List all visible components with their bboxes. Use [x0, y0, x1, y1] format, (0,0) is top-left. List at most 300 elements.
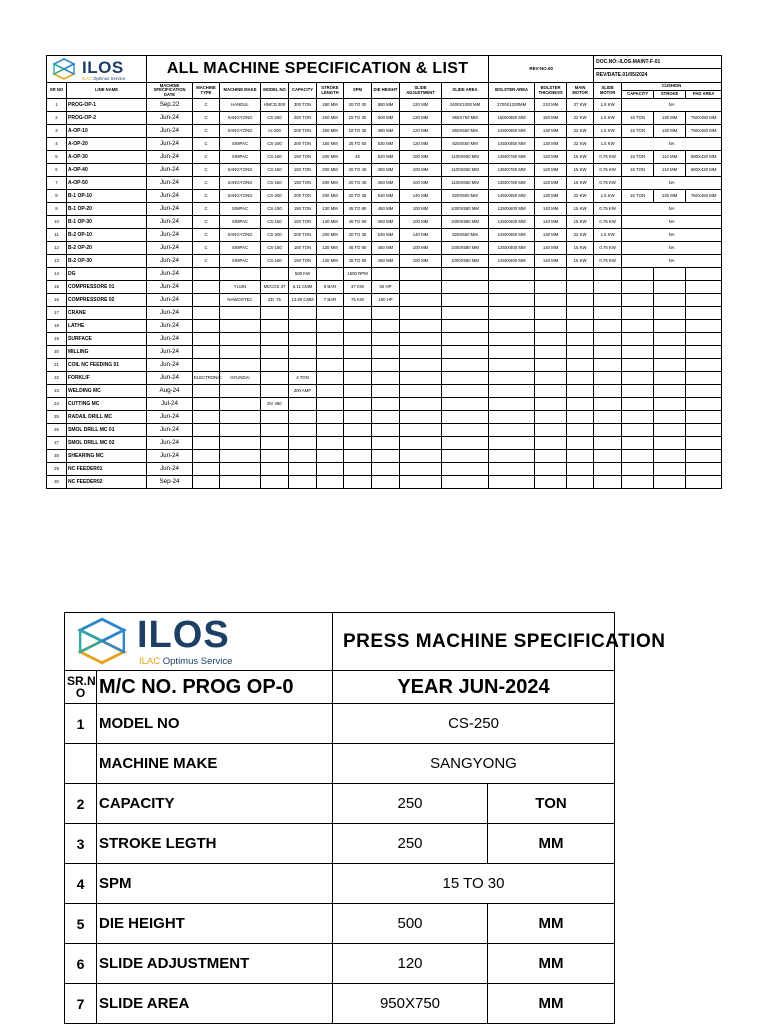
- table-cell: Jun-24: [147, 320, 193, 333]
- table-cell: [193, 424, 220, 437]
- table-cell: Jun-24: [147, 372, 193, 385]
- table-cell: 500 MM: [372, 112, 400, 125]
- table-cell: CS-150: [261, 203, 289, 216]
- table-cell: 0.75 KW: [594, 216, 622, 229]
- col-header: CAPACITY: [622, 91, 654, 99]
- table-cell: 7: [47, 177, 67, 190]
- table-cell: A-OP-40: [67, 164, 147, 177]
- table-cell: [489, 450, 535, 463]
- table-cell: 1250X600 MM: [489, 242, 535, 255]
- table-cell: 120 MM: [400, 138, 442, 151]
- table-cell: MILLING: [67, 346, 147, 359]
- table-cell: [372, 320, 400, 333]
- table-cell: 100 MM: [400, 255, 442, 268]
- table-cell: [654, 333, 686, 346]
- spec-row: [65, 944, 615, 984]
- table-cell: [594, 411, 622, 424]
- table-cell: [567, 268, 594, 281]
- table-cell: 19: [47, 333, 67, 346]
- table-cell: 3: [47, 125, 67, 138]
- table-cell: 200 TON: [289, 190, 317, 203]
- table-cell: [261, 476, 289, 489]
- table-cell: 110 MM: [654, 151, 686, 164]
- table-cell: 15 TON: [622, 164, 654, 177]
- table-cell: NA: [622, 203, 722, 216]
- table-cell: [317, 307, 344, 320]
- table-cell: [535, 476, 567, 489]
- table-cell: 150 MM: [317, 138, 344, 151]
- table-row: [47, 203, 722, 216]
- table-cell: A-OP-50: [67, 177, 147, 190]
- table-cell: [622, 281, 654, 294]
- col-header: MACHINE MAKE: [220, 83, 261, 99]
- table-cell: [317, 346, 344, 359]
- table-row: [47, 424, 722, 437]
- table-cell: [317, 450, 344, 463]
- table-cell: [535, 320, 567, 333]
- table-row: [47, 476, 722, 489]
- table-cell: [193, 411, 220, 424]
- table-cell: [261, 463, 289, 476]
- table-cell: [442, 307, 489, 320]
- table-cell: [261, 333, 289, 346]
- table-cell: Jun-24: [147, 411, 193, 424]
- table-cell: NA: [622, 177, 722, 190]
- table-cell: [489, 268, 535, 281]
- table-cell: 15 KW: [567, 164, 594, 177]
- table-cell: [220, 398, 261, 411]
- table-cell: 1.8 KW: [594, 99, 622, 112]
- table-row: [47, 346, 722, 359]
- table-cell: 15 TO 30: [344, 112, 372, 125]
- table-cell: [220, 320, 261, 333]
- table-cell: [193, 398, 220, 411]
- table-cell: [344, 463, 372, 476]
- table-cell: C: [193, 242, 220, 255]
- table-cell: [317, 398, 344, 411]
- table-cell: [654, 346, 686, 359]
- spec-value: 500: [333, 904, 488, 944]
- spec-number: 1: [65, 704, 97, 744]
- table-cell: 100 MM: [400, 203, 442, 216]
- table-cell: [442, 268, 489, 281]
- table-cell: [535, 437, 567, 450]
- table-cell: 20 TO 35: [344, 229, 372, 242]
- table-cell: [594, 437, 622, 450]
- card-title: PRESS MACHINE SPECIFICATION: [333, 613, 615, 671]
- table-cell: YUJIN: [220, 281, 261, 294]
- table-cell: [489, 476, 535, 489]
- table-cell: [535, 268, 567, 281]
- table-cell: SMOL DRILL MC 01: [67, 424, 147, 437]
- table-cell: 22 KW: [567, 125, 594, 138]
- table-cell: 15 KW: [567, 216, 594, 229]
- table-cell: C: [193, 112, 220, 125]
- spec-row: [65, 864, 615, 904]
- table-cell: C: [193, 190, 220, 203]
- table-cell: HYUNDAI: [220, 372, 261, 385]
- table-cell: 45 TO 90: [344, 255, 372, 268]
- col-header: MAIN MOTOR: [567, 83, 594, 99]
- table-cell: [344, 346, 372, 359]
- table-cell: ZD .75: [261, 294, 289, 307]
- table-cell: PROG-OP-1: [67, 99, 147, 112]
- table-cell: COMPRESSORE 01: [67, 281, 147, 294]
- table-cell: [654, 398, 686, 411]
- table-cell: 820X650 MM: [442, 138, 489, 151]
- table-cell: 29: [47, 463, 67, 476]
- table-cell: 1500 RPM: [344, 268, 372, 281]
- table-cell: 150 TON: [289, 164, 317, 177]
- table-cell: [567, 476, 594, 489]
- table-cell: [400, 294, 442, 307]
- spec-label: STROKE LEGTH: [97, 824, 333, 864]
- table-cell: 140 MM: [535, 216, 567, 229]
- table-cell: SMOL DRILL MC 02: [67, 437, 147, 450]
- table-cell: Jun-24: [147, 177, 193, 190]
- table-cell: Jun-24: [147, 216, 193, 229]
- table-cell: SIMPAC: [220, 216, 261, 229]
- table-cell: [654, 372, 686, 385]
- table-row: [47, 255, 722, 268]
- table-cell: 16: [47, 294, 67, 307]
- table-cell: 2400X1000 MM: [442, 99, 489, 112]
- table-cell: [220, 476, 261, 489]
- spec-label: SLIDE AREA: [97, 984, 333, 1024]
- table-cell: 760X460 MM: [686, 125, 722, 138]
- table-cell: 200 MM: [317, 229, 344, 242]
- table-cell: Jun-24: [147, 463, 193, 476]
- table-cell: [372, 307, 400, 320]
- table-cell: 120 MM: [535, 177, 567, 190]
- table-cell: [372, 398, 400, 411]
- year-label: YEAR JUN-2024: [333, 671, 615, 704]
- table-row: [47, 177, 722, 190]
- table-cell: 15 TON: [622, 112, 654, 125]
- table-cell: [686, 437, 722, 450]
- spec-unit: TON: [488, 784, 615, 824]
- table-cell: [317, 424, 344, 437]
- ilos-logo-icon: [51, 58, 77, 80]
- table-cell: 25: [47, 411, 67, 424]
- table-cell: [489, 398, 535, 411]
- table-row: [47, 385, 722, 398]
- table-cell: 1100X650 MM: [442, 177, 489, 190]
- table-cell: Jun-24: [147, 229, 193, 242]
- table-cell: 680X420 MM: [686, 151, 722, 164]
- table-cell: [220, 424, 261, 437]
- table-cell: [567, 450, 594, 463]
- table-cell: SIMPAC: [220, 255, 261, 268]
- table-cell: A-OP-30: [67, 151, 147, 164]
- table-cell: 4 TON: [289, 372, 317, 385]
- table-cell: 850X650 MM: [442, 125, 489, 138]
- col-header: SLIDE AREA: [442, 83, 489, 99]
- table-cell: [289, 411, 317, 424]
- table-row: [47, 281, 722, 294]
- table-cell: 37 KW: [567, 99, 594, 112]
- table-cell: [622, 463, 654, 476]
- table-cell: 13: [47, 255, 67, 268]
- table-cell: C: [193, 151, 220, 164]
- table-cell: 150 TON: [289, 255, 317, 268]
- table-cell: [535, 333, 567, 346]
- table-cell: 1.5 KW: [594, 138, 622, 151]
- table-cell: 100 MM: [400, 242, 442, 255]
- table-row: [47, 359, 722, 372]
- table-cell: Jun-24: [147, 294, 193, 307]
- table-cell: Jun-24: [147, 203, 193, 216]
- table-cell: CS-150: [261, 151, 289, 164]
- table-cell: CUTTING MC: [67, 398, 147, 411]
- table-cell: [261, 320, 289, 333]
- table-row: [47, 320, 722, 333]
- table-cell: C: [193, 164, 220, 177]
- table-cell: 200 MM: [317, 177, 344, 190]
- table-cell: [317, 476, 344, 489]
- table-cell: [344, 372, 372, 385]
- table-cell: SIMPAC: [220, 138, 261, 151]
- table-cell: [289, 346, 317, 359]
- table-cell: 100 MM: [400, 164, 442, 177]
- card-header-row: [65, 613, 615, 671]
- table-row: [47, 229, 722, 242]
- table-cell: [567, 346, 594, 359]
- table-cell: 530 MM: [372, 229, 400, 242]
- table-cell: 28: [47, 450, 67, 463]
- table-cell: 150 TON: [289, 177, 317, 190]
- card-logo: [65, 613, 333, 671]
- table-cell: [261, 372, 289, 385]
- table-cell: NC FEEDER01: [67, 463, 147, 476]
- table-cell: Jul-24: [147, 398, 193, 411]
- table-cell: [442, 294, 489, 307]
- table-cell: 13.80 CMM: [289, 294, 317, 307]
- table-cell: 450 MM: [372, 255, 400, 268]
- table-cell: [400, 333, 442, 346]
- table-cell: 130 MM: [317, 255, 344, 268]
- table-cell: 120 MM: [400, 125, 442, 138]
- table-cell: Jun-24: [147, 359, 193, 372]
- table-cell: Jun-24: [147, 437, 193, 450]
- table-cell: [535, 294, 567, 307]
- table-cell: [654, 268, 686, 281]
- table-row: [47, 294, 722, 307]
- table-cell: [594, 424, 622, 437]
- table-cell: MECOS 37: [261, 281, 289, 294]
- table-cell: [654, 359, 686, 372]
- table-cell: Jun-24: [147, 281, 193, 294]
- table-cell: [622, 398, 654, 411]
- table-cell: [261, 268, 289, 281]
- press-spec-table: [64, 612, 666, 1024]
- table-cell: FORKLIF: [67, 372, 147, 385]
- spec-number: 7: [65, 984, 97, 1024]
- table-cell: CS-200: [261, 138, 289, 151]
- table-cell: 15 KW: [567, 177, 594, 190]
- table-cell: 150 TON: [289, 151, 317, 164]
- spec-unit: MM: [488, 984, 615, 1024]
- table-row: [47, 242, 722, 255]
- table-cell: [344, 450, 372, 463]
- table-cell: [344, 307, 372, 320]
- table-cell: 2: [47, 112, 67, 125]
- table-cell: [535, 346, 567, 359]
- brand-name: ILOS: [137, 614, 230, 656]
- table-cell: 1600X850 MM: [489, 112, 535, 125]
- table-cell: [400, 424, 442, 437]
- table-cell: NA: [622, 138, 722, 151]
- table-cell: [535, 411, 567, 424]
- table-cell: [193, 268, 220, 281]
- table-row: [47, 437, 722, 450]
- table-cell: 280 MM: [317, 99, 344, 112]
- table-cell: 1450X850 MM: [489, 125, 535, 138]
- table-cell: [594, 398, 622, 411]
- table-cell: [400, 307, 442, 320]
- table-cell: 1.5 KW: [594, 229, 622, 242]
- table-cell: [400, 398, 442, 411]
- table-cell: 1350X760 MM: [489, 164, 535, 177]
- table-cell: 1350X760 MM: [489, 177, 535, 190]
- table-cell: [535, 281, 567, 294]
- table-cell: [344, 333, 372, 346]
- mc-number: M/C NO. PROG OP-0: [97, 671, 333, 704]
- table-cell: [594, 476, 622, 489]
- table-cell: 45: [344, 151, 372, 164]
- table-cell: 140 MM: [400, 229, 442, 242]
- table-cell: 200 TON: [289, 138, 317, 151]
- table-cell: Jun-24: [147, 268, 193, 281]
- table-cell: [317, 359, 344, 372]
- table-cell: [489, 346, 535, 359]
- table-cell: COIL NC FEEDING 01: [67, 359, 147, 372]
- table-cell: Jun-24: [147, 190, 193, 203]
- table-cell: [654, 385, 686, 398]
- table-cell: 130 MM: [535, 125, 567, 138]
- col-header: CAPACITY: [289, 83, 317, 99]
- table-cell: 15 KW: [567, 203, 594, 216]
- spec-label: SPM: [97, 864, 333, 904]
- table-cell: [317, 268, 344, 281]
- table-cell: Jun-24: [147, 138, 193, 151]
- col-header: MODEL NO: [261, 83, 289, 99]
- table-cell: [193, 437, 220, 450]
- table-cell: 21: [47, 359, 67, 372]
- table-cell: [289, 424, 317, 437]
- table-cell: [400, 372, 442, 385]
- table-cell: [261, 437, 289, 450]
- table-cell: CS-200: [261, 190, 289, 203]
- table-cell: 130 MM: [654, 125, 686, 138]
- spec-row: [65, 744, 615, 784]
- table-cell: [686, 411, 722, 424]
- sheet-logo: [47, 56, 147, 83]
- table-cell: [289, 359, 317, 372]
- table-cell: [344, 398, 372, 411]
- table-cell: [535, 385, 567, 398]
- table-cell: [594, 294, 622, 307]
- table-cell: [489, 424, 535, 437]
- table-cell: SIMPAC: [220, 203, 261, 216]
- spec-number: 6: [65, 944, 97, 984]
- table-cell: [622, 320, 654, 333]
- table-cell: 760X460 MM: [686, 190, 722, 203]
- spec-value: 950X750: [333, 984, 488, 1024]
- spec-row: [65, 784, 615, 824]
- table-cell: [442, 398, 489, 411]
- srno-label: SR.N O: [65, 671, 97, 704]
- table-cell: B-1 OP-20: [67, 203, 147, 216]
- table-cell: CS-200: [261, 229, 289, 242]
- table-cell: RADAIL DRILL MC: [67, 411, 147, 424]
- table-cell: 0.75 KW: [594, 151, 622, 164]
- table-cell: 250 TON: [289, 112, 317, 125]
- table-cell: [442, 359, 489, 372]
- table-cell: DV 450: [261, 398, 289, 411]
- table-cell: 1250X600 MM: [489, 203, 535, 216]
- table-cell: B-1 OP-10: [67, 190, 147, 203]
- table-cell: 130 MM: [317, 242, 344, 255]
- table-cell: [372, 476, 400, 489]
- table-cell: [654, 450, 686, 463]
- table-row: [47, 307, 722, 320]
- table-cell: 6: [47, 164, 67, 177]
- table-cell: [622, 476, 654, 489]
- table-cell: [344, 424, 372, 437]
- table-cell: 1350X760 MM: [489, 151, 535, 164]
- table-cell: 120 MM: [400, 99, 442, 112]
- table-cell: [686, 450, 722, 463]
- table-cell: SANGYONG: [220, 125, 261, 138]
- table-cell: 37 KW: [344, 281, 372, 294]
- table-cell: 680X420 MM: [686, 164, 722, 177]
- table-cell: 12: [47, 242, 67, 255]
- table-cell: [193, 346, 220, 359]
- table-cell: 120 MM: [535, 151, 567, 164]
- table-cell: [261, 385, 289, 398]
- table-cell: Jun-24: [147, 164, 193, 177]
- table-cell: [535, 307, 567, 320]
- table-cell: WELDING MC: [67, 385, 147, 398]
- table-cell: 1000X580 MM: [442, 203, 489, 216]
- table-cell: 1: [47, 99, 67, 112]
- table-cell: [654, 320, 686, 333]
- spec-value: CS-250: [333, 704, 615, 744]
- table-cell: [594, 359, 622, 372]
- table-cell: [289, 320, 317, 333]
- table-cell: [686, 476, 722, 489]
- table-cell: 17: [47, 307, 67, 320]
- table-cell: [372, 359, 400, 372]
- table-cell: [289, 333, 317, 346]
- table-cell: C: [193, 216, 220, 229]
- table-cell: [442, 424, 489, 437]
- table-cell: [317, 411, 344, 424]
- table-cell: C: [193, 229, 220, 242]
- table-cell: LATHE: [67, 320, 147, 333]
- spec-label: MODEL NO: [97, 704, 333, 744]
- table-cell: PROG-OP-2: [67, 112, 147, 125]
- table-cell: 200 TON: [289, 229, 317, 242]
- table-cell: [193, 463, 220, 476]
- table-cell: 1100X650 MM: [442, 164, 489, 177]
- table-row: [47, 164, 722, 177]
- table-cell: 15: [47, 281, 67, 294]
- table-cell: 11: [47, 229, 67, 242]
- table-cell: 23: [47, 385, 67, 398]
- table-cell: 450 MM: [372, 242, 400, 255]
